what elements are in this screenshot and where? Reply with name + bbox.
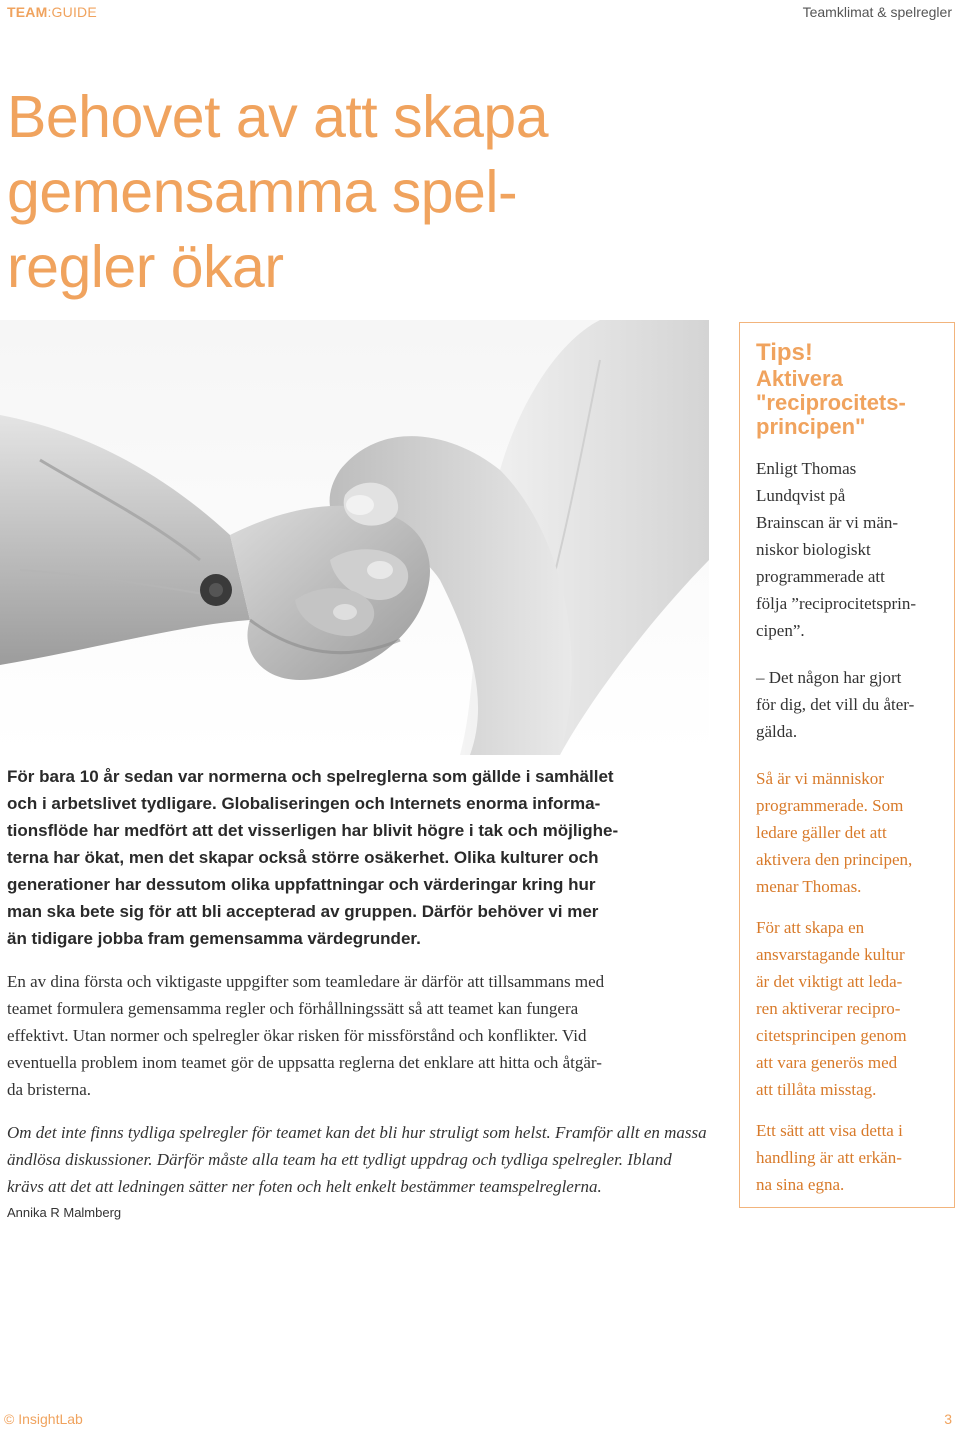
quote-line: Om det inte finns tydliga spelregler för teamet kan det bli hur struligt som helst. Framför allt en massa (7, 1123, 707, 1142)
tips-line: gälda. (756, 722, 798, 741)
lead-line: För bara 10 år sedan var normerna och spelreglerna som gällde i samhället (7, 767, 614, 786)
tips-heading-line: Aktivera (756, 366, 843, 391)
header-section-title: Teamklimat & spelregler (802, 4, 952, 20)
body-line: eventuella problem inom teamet gör de uppsatta reglerna det enklare att hitta och åtgär- (7, 1053, 602, 1072)
tips-paragraph-programmed (756, 765, 940, 900)
tips-line: ren aktiverar recipro- (756, 999, 901, 1018)
tips-line: handling är att erkän- (756, 1148, 902, 1167)
lead-line: generationer har dessutom olika uppfattningar och värderingar kring hur (7, 875, 596, 894)
tips-line: aktivera den principen, (756, 850, 913, 869)
tips-line: följa ”reciprocitetsprin- (756, 594, 917, 613)
quote-line: krävs att det att ledningen sätter ner foten och helt enkelt bestämmer teamspelreglerna. (7, 1177, 602, 1196)
handshake-illustration (0, 320, 709, 755)
author-name: Annika R Malmberg (7, 1205, 122, 1220)
title-line: regler ökar (7, 234, 284, 300)
title-line: Behovet av att skapa (7, 84, 549, 150)
tips-line: cipen”. (756, 621, 805, 640)
page-title (7, 80, 707, 305)
tips-quote (756, 664, 940, 745)
page-number: 3 (944, 1411, 952, 1427)
tips-line: Så är vi människor (756, 769, 884, 788)
tips-line: programmerade. Som (756, 796, 904, 815)
body-line: teamet formulera gemensamma regler och förhållningssätt så att teamet kan fungera (7, 999, 579, 1018)
tips-label: Tips! (756, 339, 813, 366)
tips-line: att vara generös med (756, 1053, 898, 1072)
header-brand (7, 4, 97, 20)
tips-paragraph-intro (756, 455, 940, 644)
header-brand-light: :GUIDE (47, 4, 97, 20)
tips-line: – Det någon har gjort (756, 668, 902, 687)
tips-line: för dig, det vill du åter- (756, 695, 915, 714)
handshake-photo (0, 320, 709, 755)
tips-paragraph-culture (756, 914, 940, 1103)
tips-line: niskor biologiskt (756, 540, 871, 559)
lead-paragraph (7, 763, 717, 952)
body-line: da bristerna. (7, 1080, 92, 1099)
body-line: En av dina första och viktigaste uppgifter som teamledare är därför att tillsammans med (7, 972, 605, 991)
tips-line: na sina egna. (756, 1175, 845, 1194)
body-paragraph (7, 968, 717, 1103)
lead-line: och i arbetslivet tydligare. Globaliseringen och Internets enorma informa- (7, 794, 601, 813)
quote-line: ändlösa diskussioner. Därför måste alla team ha ett tydligt uppdrag och tydliga spelregler. Ibland (7, 1150, 672, 1169)
quote-paragraph (7, 1119, 717, 1200)
tips-line: ansvarstagande kultur (756, 945, 905, 964)
tips-heading-line: "reciprocitets- (756, 390, 906, 415)
title-line: gemensamma spel- (7, 159, 518, 225)
lead-line: tionsflöde har medfört att det visserligen har blivit högre i tak och möjlighe- (7, 821, 619, 840)
tips-line: Enligt Thomas (756, 459, 857, 478)
tips-line: är det viktigt att leda- (756, 972, 903, 991)
tips-line: att tillåta misstag. (756, 1080, 877, 1099)
tips-line: För att skapa en (756, 918, 865, 937)
tips-line: Lundqvist på (756, 486, 846, 505)
tips-line: menar Thomas. (756, 877, 862, 896)
lead-line: terna har ökat, men det skapar också större osäkerhet. Olika kulturer och (7, 848, 599, 867)
tips-line: Ett sätt att visa detta i (756, 1121, 903, 1140)
tips-line: programmerade att (756, 567, 885, 586)
tips-line: citetsprincipen genom (756, 1026, 907, 1045)
tips-line: Brainscan är vi män- (756, 513, 899, 532)
tips-box (739, 322, 955, 1208)
body-line: effektivt. Utan normer och spelregler ökar risken för missförstånd och konflikter. Vid (7, 1026, 587, 1045)
lead-line: man ska bete sig för att bli accepterad av gruppen. Därför behöver vi mer (7, 902, 599, 921)
tips-line: ledare gäller det att (756, 823, 887, 842)
header-brand-bold: TEAM (7, 4, 48, 20)
footer-brand: © InsightLab (4, 1411, 83, 1427)
tips-heading-line: principen" (756, 414, 866, 439)
tips-paragraph-action (756, 1117, 940, 1198)
lead-line: än tidigare jobba fram gemensamma värdegrunder. (7, 929, 421, 948)
tips-heading (756, 367, 940, 439)
